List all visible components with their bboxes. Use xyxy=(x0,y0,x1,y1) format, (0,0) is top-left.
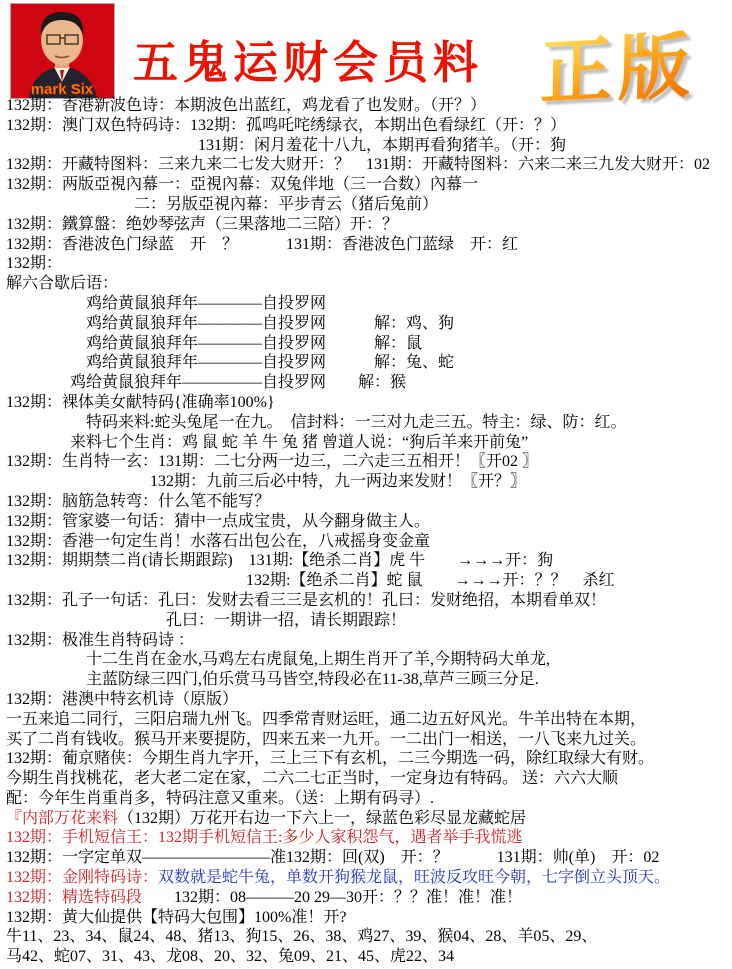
page-title: 五鬼运财会员料 xyxy=(132,38,483,88)
text-segment: 一五来追二同行，三阳启瑞九州飞。四季常青财运旺，通二边五好风光。牛羊出特在本期， xyxy=(6,710,647,728)
text-line xyxy=(6,769,732,789)
text-line xyxy=(6,294,732,314)
text-segment: 孔曰：一期讲一招，请长期跟踪！ xyxy=(166,611,407,629)
text-segment: 牛11、23、34、鼠24、48、猪13、狗15、26、38、鸡27、39、猴04、28、羊05、29、 xyxy=(6,928,598,946)
text-line xyxy=(6,254,732,274)
text-line xyxy=(6,828,732,848)
text-segment: 配：今年生肖重肖多，特码注意又重来。（送：上期有码寻）. xyxy=(6,789,435,807)
text-segment: 鸡给黄鼠狼拜年————自投罗网 解：鼠 xyxy=(86,334,423,352)
text-segment: 解六合歇后语： xyxy=(6,275,119,293)
portrait-photo xyxy=(10,3,115,99)
text-line xyxy=(6,591,732,611)
text-segment: 鸡给黄鼠狼拜年—————自投罗网 解：猴 xyxy=(70,374,407,392)
content-lines xyxy=(0,96,732,967)
text-segment: 132期：黄大仙提供【特码大包围】100%准！开? xyxy=(6,908,347,926)
text-segment: 鸡给黄鼠狼拜年————自投罗网 解：兔、蛇 xyxy=(86,354,455,372)
text-segment: 132期：08———20 29—30开：？？准！准！准！ xyxy=(142,888,523,906)
text-segment: 132期：脑筋急转弯：什么笔不能写？ xyxy=(6,492,271,510)
text-segment: 132期：开藏特图料：三来九来二七发大财开：？ 131期：开藏特图料：六来二来三九发大财开：02 xyxy=(6,156,711,174)
text-line xyxy=(6,433,732,453)
text-line xyxy=(6,611,732,631)
text-segment: 132期：鐵算盤：绝妙琴弦声（三果落地二三陪）开：？ xyxy=(6,215,399,233)
text-line xyxy=(6,947,732,967)
text-line xyxy=(6,749,732,769)
text-line xyxy=(6,710,732,730)
text-line xyxy=(6,353,732,373)
text-line xyxy=(6,314,732,334)
text-line xyxy=(6,413,732,433)
text-segment: 主蓝防绿三四门,伯乐赏马马皆空,特段必在11-38,草芦三顾三分足. xyxy=(86,671,539,689)
text-line xyxy=(6,631,732,651)
text-line xyxy=(6,235,732,255)
text-line xyxy=(6,215,732,235)
text-line xyxy=(6,452,732,472)
text-line xyxy=(6,730,732,750)
portrait-illustration xyxy=(11,4,114,98)
text-line xyxy=(6,908,732,928)
text-segment: 132期：香港波色门绿蓝 开 ？ 131期：香港波色门蓝绿 开：红 xyxy=(6,235,519,253)
text-segment: 132期：香港新波色诗：本期波色出蓝红，鸡龙看了也发财。（开？） xyxy=(6,97,487,114)
text-line xyxy=(6,274,732,294)
text-line xyxy=(6,472,732,492)
text-segment: 132期：香港一句定生肖！水落石出包公在，八戒摇身变金童 xyxy=(6,532,431,550)
text-segment: 马42、蛇07、31、43、龙08、20、32、兔09、21、45、虎22、34 xyxy=(6,948,455,966)
text-segment: （132期）万花开右边一下六上一，绿蓝色彩尽显龙藏蛇居 xyxy=(118,809,527,827)
text-segment: 132期:【绝杀二肖】蛇 鼠 →→→开：？？ 杀红 xyxy=(246,572,615,590)
text-line xyxy=(6,551,732,571)
text-line xyxy=(6,571,732,591)
text-segment: 132期：两版亞視內幕一：亞視內幕：双兔伴地（三一合数）內幕一 xyxy=(6,176,479,194)
text-segment: 来料七个生肖：鸡 鼠 蛇 羊 牛 兔 猪 曾道人说：“狗后羊来开前兔” xyxy=(70,433,529,451)
text-segment: 『内部万花来料 xyxy=(6,809,119,827)
text-segment: 132期：孔子一句话：孔曰：发财去看三三是玄机的！孔曰：发财绝招，本期看单双！ xyxy=(6,591,607,609)
text-segment: 买了二肖有钱收。猴马开来要提防，四来五来一九开。一二出门一相送，一八飞来九过关。 xyxy=(6,730,647,748)
authenticity-badge: 正版 xyxy=(539,25,697,115)
text-line xyxy=(6,650,732,670)
text-segment: 132期：一字定单双————————准132期：回(双) 开：？ 131期：帅(单) 开：02 xyxy=(6,849,660,867)
text-segment: 132期： xyxy=(6,255,63,273)
text-segment: 双数就是蛇牛兔，单数开狗猴龙鼠，旺波反攻旺今朝，七字倒立头顶天。 xyxy=(158,869,671,887)
text-line xyxy=(6,789,732,809)
text-segment: 132期：裸体美女献特码{准确率100%} xyxy=(6,393,275,411)
text-segment: 132期：金刚特码诗： xyxy=(6,869,159,887)
text-line xyxy=(6,690,732,710)
text-segment: 131期：闲月羞花十八九，本期再看狗猪羊。（开：狗 xyxy=(198,136,567,154)
text-line xyxy=(6,136,732,156)
text-line xyxy=(6,927,732,947)
text-segment: 132期：九前三后必中特，九一两边来发财！〖开？〗 xyxy=(150,473,527,491)
text-segment: 132期：手机短信王：132期手机短信王:多少人家积怨气，遇者举手我慌逃 xyxy=(6,829,523,847)
text-segment: 二：另版亞視內幕：平步青云（猪后兔前） xyxy=(134,195,439,213)
text-segment: 132期：管家婆一句话：猜中一点成宝贵，从今翻身做主人。 xyxy=(6,512,431,530)
text-line xyxy=(6,195,732,215)
text-line xyxy=(6,888,732,908)
text-line xyxy=(6,848,732,868)
text-segment: 132期：精选特码段 xyxy=(6,888,143,906)
text-segment: 十二生肖在金水,马鸡左右虎鼠兔,上期生肖开了羊,今期特码大单龙, xyxy=(86,651,551,669)
text-line xyxy=(6,334,732,354)
text-segment: 鸡给黄鼠狼拜年————自投罗网 解：鸡、狗 xyxy=(86,314,455,332)
photo-caption-text: mark Six xyxy=(30,81,94,98)
text-segment: 特码来料:蛇头兔尾一在九。 信封料：一三对九走三五。特主：绿、防：红。 xyxy=(86,413,627,431)
text-segment: 今期生肖找桃花，老大老二定在家，二六二七正当时，一定身边有特码。 送：六六大顺 xyxy=(6,770,619,788)
text-segment: 132期：葡京赌侠：今期生肖九字开，三上三下有玄机，二三今期选一码，除红取绿大有财。 xyxy=(6,750,655,768)
text-line xyxy=(6,393,732,413)
text-line xyxy=(6,532,732,552)
text-segment: 132期：极准生肖特码诗 ： xyxy=(6,631,195,649)
text-line xyxy=(6,512,732,532)
text-segment: 132期：港澳中特玄机诗（原版） xyxy=(6,690,239,708)
text-line xyxy=(6,155,732,175)
text-line xyxy=(6,116,732,136)
text-segment: 鸡给黄鼠狼拜年————自投罗网 xyxy=(86,294,327,312)
text-line xyxy=(6,670,732,690)
text-line xyxy=(6,809,732,829)
text-line xyxy=(6,868,732,888)
text-segment: 132期：澳门双色特码诗：132期：孤鸣吒咤绣绿衣，本期出色看绿红（开：？） xyxy=(6,116,567,134)
text-segment: 132期：生肖特一玄：131期：二七分两一边三，二六走三五相开！〖开02 〗 xyxy=(6,453,539,471)
text-line xyxy=(6,373,732,393)
text-line xyxy=(6,175,732,195)
text-line xyxy=(6,492,732,512)
text-segment: 132期：期期禁二肖(请长期跟踪) 131期:【绝杀二肖】虎 牛 →→→开：狗 xyxy=(6,552,554,570)
